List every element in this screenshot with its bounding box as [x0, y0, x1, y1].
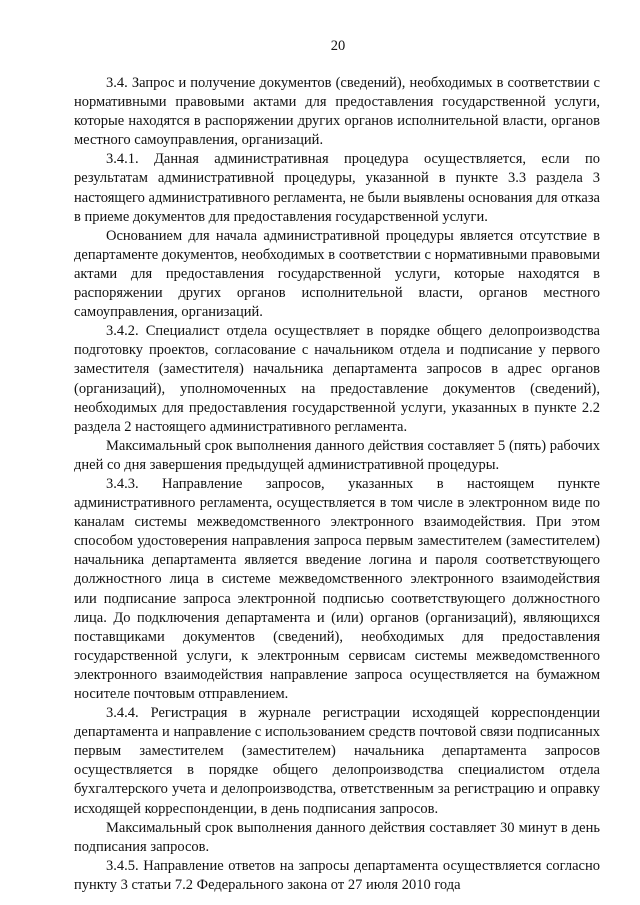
paragraph-3-4-5: 3.4.5. Направление ответов на запросы департамента осуществляется согласно пункту 3 статьи 7.2 Федерального закона от 27 июля 2010 года: [74, 857, 600, 893]
document-body: [74, 74, 600, 895]
paragraph-3-4-4: 3.4.4. Регистрация в журнале регистрации исходящей корреспонденции департамента и направление с использованием средств почтовой связи подписанных первым заместителем (заместителем) начальника департамента запросов осуществляется в порядке общего делопроизводства специалистом отдела бухгалтерского учета и делопроизводства, ответственным за регистрацию и оправку исходящей корреспонденции, в день подписания запросов.: [74, 705, 600, 817]
paragraph-3-4-3: 3.4.3. Направление запросов, указанных в настоящем пункте административного регламента, осуществляется в том числе в электронном виде по каналам системы межведомственного электронного взаимодействия. При этом способом удостоверения направления запроса первым заместителем (заместителем) начальника департамента является введение логина и пароля соответствующего должностного лица в системе межведомственного электронного взаимодействия или подписание запроса электронной подписью соответствующего должностного лица. До подключения департамента и (или) органов (организаций), являющихся поставщиками документов (сведений), необходимых для предоставления государственной услуги, к электронным сервисам системы межведомственного электронного взаимодействия направление запроса осуществляется на бумажном носителе почтовым отправлением.: [74, 475, 600, 702]
paragraph-3-4-1: 3.4.1. Данная административная процедура осуществляется, если по результатам административной процедуры, указанной в пункте 3.3 раздела 3 настоящего административного регламента, не были выявлены основания для отказа в приеме документов для предоставления государственной услуги.: [74, 151, 600, 225]
paragraph-3-4: 3.4. Запрос и получение документов (сведений), необходимых в соответствии с нормативными правовыми актами для предоставления государственной услуги, которые находятся в распоряжении других органов исполнительной власти, органов местного самоуправления, организаций.: [74, 75, 600, 149]
paragraph-max-term-30-min: Максимальный срок выполнения данного действия составляет 30 минут в день подписания запросов.: [74, 819, 600, 855]
paragraph-3-4-2: 3.4.2. Специалист отдела осуществляет в порядке общего делопроизводства подготовку проектов, согласование с начальником отдела и подписание у первого заместителя (заместителя) начальника департамента запросов в адрес органов (организаций), уполномоченных на предоставление документов (сведений), необходимых для предоставления государственной услуги, указанных в пункте 2.2 раздела 2 настоящего административного регламента.: [74, 323, 600, 435]
page-number: 20: [330, 38, 346, 54]
paragraph-max-term-5-days: Максимальный срок выполнения данного действия составляет 5 (пять) рабочих дней со дня завершения предыдущей административной процедуры.: [74, 437, 600, 473]
paragraph-basis: Основанием для начала административной процедуры является отсутствие в департаменте документов, необходимых в соответствии с нормативными правовыми актами для предоставления государственной услуги, которые находятся в распоряжении других органов исполнительной власти, органов местного самоуправления, организаций.: [74, 227, 600, 321]
